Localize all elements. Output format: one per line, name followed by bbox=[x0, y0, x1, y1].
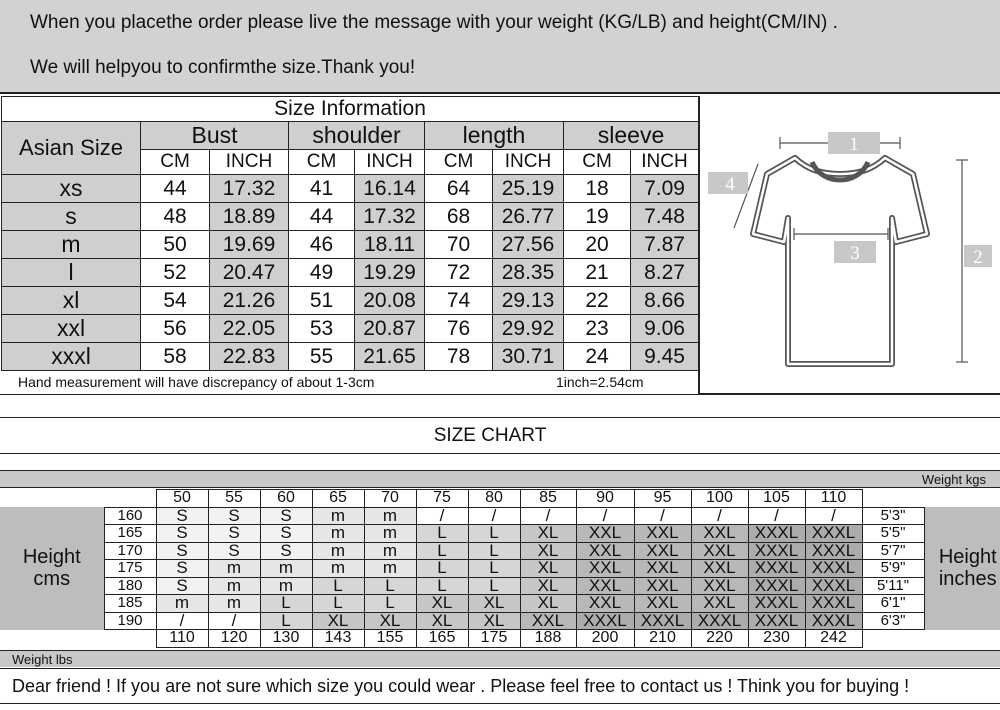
measurement-value: 30.71 bbox=[493, 343, 564, 371]
weight-kg-value: 95 bbox=[634, 490, 691, 508]
size-recommendation: S bbox=[156, 577, 208, 595]
weight-kg-value: 110 bbox=[805, 490, 862, 508]
size-recommendation: m bbox=[260, 560, 312, 578]
size-recommendation: XXL bbox=[576, 577, 634, 595]
measurement-value: 24 bbox=[564, 343, 631, 371]
diagram-label-1: 1 bbox=[849, 134, 859, 155]
measurement-value: 7.09 bbox=[631, 175, 699, 203]
unit-header: INCH bbox=[210, 150, 289, 175]
size-recommendation: XXXL bbox=[634, 612, 691, 630]
size-recommendation: / bbox=[156, 612, 208, 630]
size-recommendation: m bbox=[364, 560, 416, 578]
measurement-value: 7.87 bbox=[631, 231, 699, 259]
size-name: xxl bbox=[2, 315, 141, 343]
measurement-value: 64 bbox=[425, 175, 493, 203]
size-recommendation: S bbox=[260, 525, 312, 543]
unit-header: INCH bbox=[493, 150, 564, 175]
size-recommendation: XXL bbox=[576, 560, 634, 578]
size-recommendation: L bbox=[468, 577, 520, 595]
size-recommendation: L bbox=[260, 595, 312, 613]
size-recommendation: XXL bbox=[634, 525, 691, 543]
weight-kgs-label: Weight kgs bbox=[921, 472, 986, 487]
measurement-value: 29.92 bbox=[493, 315, 564, 343]
measurement-value: 50 bbox=[141, 231, 210, 259]
corner-cell bbox=[0, 490, 156, 508]
size-recommendation: XL bbox=[520, 577, 576, 595]
size-recommendation: XXL bbox=[634, 542, 691, 560]
weight-lbs-value: 188 bbox=[520, 630, 576, 648]
tshirt-icon bbox=[700, 96, 1000, 392]
size-recommendation: XXXL bbox=[576, 612, 634, 630]
size-recommendation: XXXL bbox=[748, 612, 805, 630]
size-recommendation: m bbox=[312, 507, 364, 525]
size-recommendation: / bbox=[748, 507, 805, 525]
size-name: l bbox=[2, 259, 141, 287]
height-cm-value: 165 bbox=[104, 525, 156, 543]
size-row bbox=[2, 315, 699, 343]
size-recommendation: XXL bbox=[691, 525, 748, 543]
measurement-value: 68 bbox=[425, 203, 493, 231]
size-recommendation: S bbox=[156, 560, 208, 578]
size-recommendation: XXL bbox=[691, 542, 748, 560]
size-chart-table bbox=[0, 489, 1000, 648]
measurement-value: 20.08 bbox=[355, 287, 425, 315]
size-recommendation: S bbox=[260, 542, 312, 560]
diagram-label-3: 3 bbox=[850, 243, 860, 264]
size-name: xs bbox=[2, 175, 141, 203]
conversion-note: 1inch=2.54cm bbox=[556, 374, 644, 390]
height-row bbox=[0, 542, 1000, 560]
height-inches-value: 5'9" bbox=[862, 560, 924, 578]
size-row bbox=[2, 175, 699, 203]
size-recommendation: XXXL bbox=[805, 577, 862, 595]
measurement-value: 8.66 bbox=[631, 287, 699, 315]
size-recommendation: XXXL bbox=[805, 542, 862, 560]
weight-kg-value: 100 bbox=[691, 490, 748, 508]
size-recommendation: / bbox=[691, 507, 748, 525]
weight-kg-value: 65 bbox=[312, 490, 364, 508]
size-chart-title: SIZE CHART bbox=[433, 425, 547, 446]
measurement-value: 22.05 bbox=[210, 315, 289, 343]
size-recommendation: XL bbox=[416, 612, 468, 630]
size-recommendation: XXXL bbox=[805, 595, 862, 613]
measurement-value: 48 bbox=[141, 203, 210, 231]
size-recommendation: XL bbox=[520, 595, 576, 613]
divider bbox=[0, 417, 1000, 418]
measurement-value: 72 bbox=[425, 259, 493, 287]
size-recommendation: XL bbox=[364, 612, 416, 630]
size-recommendation: S bbox=[208, 507, 260, 525]
height-inches-label bbox=[924, 507, 1000, 630]
height-cm-value: 180 bbox=[104, 577, 156, 595]
size-recommendation: XXXL bbox=[691, 612, 748, 630]
weight-lbs-value: 230 bbox=[748, 630, 805, 648]
size-recommendation: m bbox=[312, 542, 364, 560]
weight-lbs-value: 175 bbox=[468, 630, 520, 648]
height-inches-unit: inches bbox=[938, 568, 997, 591]
height-cms-unit: cms bbox=[33, 568, 71, 591]
measurement-value: 21 bbox=[564, 259, 631, 287]
unit-header: CM bbox=[564, 150, 631, 175]
measurement-value: 18.89 bbox=[210, 203, 289, 231]
measurement-value: 53 bbox=[289, 315, 355, 343]
size-recommendation: S bbox=[208, 525, 260, 543]
weight-lbs-value: 242 bbox=[805, 630, 862, 648]
measurement-value: 78 bbox=[425, 343, 493, 371]
measure-group-header: sleeve bbox=[564, 122, 699, 150]
size-recommendation: L bbox=[312, 577, 364, 595]
weight-lbs-value: 200 bbox=[576, 630, 634, 648]
size-recommendation: m bbox=[208, 595, 260, 613]
measurement-value: 7.48 bbox=[631, 203, 699, 231]
size-recommendation: XL bbox=[520, 525, 576, 543]
height-cm-value: 185 bbox=[104, 595, 156, 613]
height-row bbox=[0, 507, 1000, 525]
measurement-value: 23 bbox=[564, 315, 631, 343]
measurement-value: 9.45 bbox=[631, 343, 699, 371]
measurement-note: Hand measurement will have discrepancy of about 1-3cm bbox=[18, 374, 375, 390]
measurement-value: 29.13 bbox=[493, 287, 564, 315]
instruction-banner bbox=[0, 0, 1000, 94]
size-recommendation: XL bbox=[468, 595, 520, 613]
weight-kg-value: 60 bbox=[260, 490, 312, 508]
size-row bbox=[2, 231, 699, 259]
size-recommendation: XXL bbox=[576, 542, 634, 560]
height-row bbox=[0, 525, 1000, 543]
footer-text: Dear friend ! If you are not sure which size you could wear . Please feel free to contact us ! Think you for buying ! bbox=[12, 676, 910, 696]
size-recommendation: L bbox=[416, 542, 468, 560]
size-name: xl bbox=[2, 287, 141, 315]
height-cm-value: 160 bbox=[104, 507, 156, 525]
unit-header: INCH bbox=[631, 150, 699, 175]
size-row bbox=[2, 259, 699, 287]
size-recommendation: XXXL bbox=[805, 525, 862, 543]
size-row bbox=[2, 203, 699, 231]
measurement-value: 74 bbox=[425, 287, 493, 315]
size-recommendation: / bbox=[468, 507, 520, 525]
height-cms-label bbox=[0, 507, 104, 630]
measurement-value: 70 bbox=[425, 231, 493, 259]
measurement-value: 18.11 bbox=[355, 231, 425, 259]
size-recommendation: L bbox=[312, 595, 364, 613]
measurement-value: 46 bbox=[289, 231, 355, 259]
measurement-value: 17.32 bbox=[355, 203, 425, 231]
height-cm-value: 170 bbox=[104, 542, 156, 560]
size-recommendation: L bbox=[364, 595, 416, 613]
size-recommendation: / bbox=[576, 507, 634, 525]
weight-lbs-bar bbox=[0, 650, 1000, 667]
size-recommendation: / bbox=[208, 612, 260, 630]
size-information-title: Size Information bbox=[2, 97, 699, 122]
measurement-value: 56 bbox=[141, 315, 210, 343]
measurement-value: 28.35 bbox=[493, 259, 564, 287]
size-recommendation: XXL bbox=[634, 560, 691, 578]
size-recommendation: XXXL bbox=[748, 577, 805, 595]
measure-group-header: Bust bbox=[141, 122, 289, 150]
height-inches-value: 6'3" bbox=[862, 612, 924, 630]
measurement-value: 19 bbox=[564, 203, 631, 231]
size-recommendation: m bbox=[364, 525, 416, 543]
size-recommendation: / bbox=[520, 507, 576, 525]
size-recommendation: XXL bbox=[691, 577, 748, 595]
weight-lbs-value: 220 bbox=[691, 630, 748, 648]
measurement-value: 9.06 bbox=[631, 315, 699, 343]
size-recommendation: L bbox=[468, 560, 520, 578]
weight-kg-value: 70 bbox=[364, 490, 416, 508]
measurement-value: 44 bbox=[141, 175, 210, 203]
weight-kg-row bbox=[0, 490, 1000, 508]
measurement-value: 8.27 bbox=[631, 259, 699, 287]
measurement-value: 52 bbox=[141, 259, 210, 287]
measurement-value: 19.29 bbox=[355, 259, 425, 287]
size-recommendation: XXXL bbox=[748, 542, 805, 560]
size-recommendation: XXL bbox=[634, 577, 691, 595]
size-recommendation: XL bbox=[520, 542, 576, 560]
size-recommendation: XXL bbox=[520, 612, 576, 630]
size-recommendation: XXXL bbox=[748, 560, 805, 578]
measurement-value: 21.65 bbox=[355, 343, 425, 371]
height-row bbox=[0, 612, 1000, 630]
size-recommendation: m bbox=[312, 525, 364, 543]
weight-lbs-value: 155 bbox=[364, 630, 416, 648]
measurement-value: 20.47 bbox=[210, 259, 289, 287]
height-row bbox=[0, 560, 1000, 578]
size-recommendation: XXL bbox=[691, 595, 748, 613]
size-recommendation: XXXL bbox=[805, 560, 862, 578]
size-recommendation: L bbox=[416, 577, 468, 595]
weight-lbs-value: 210 bbox=[634, 630, 691, 648]
measurement-value: 51 bbox=[289, 287, 355, 315]
size-recommendation: XL bbox=[312, 612, 364, 630]
size-recommendation: m bbox=[156, 595, 208, 613]
weight-lbs-value: 110 bbox=[156, 630, 208, 648]
size-recommendation: L bbox=[260, 612, 312, 630]
size-recommendation: S bbox=[156, 525, 208, 543]
size-recommendation: XXL bbox=[691, 560, 748, 578]
instruction-line-2: We will helpyou to confirmthe size.Thank you! bbox=[30, 57, 416, 78]
size-recommendation: / bbox=[416, 507, 468, 525]
divider bbox=[0, 394, 1000, 395]
size-recommendation: XL bbox=[416, 595, 468, 613]
measure-group-header: shoulder bbox=[289, 122, 425, 150]
measurement-value: 20 bbox=[564, 231, 631, 259]
measurement-value: 41 bbox=[289, 175, 355, 203]
weight-lbs-value: 120 bbox=[208, 630, 260, 648]
size-recommendation: L bbox=[468, 542, 520, 560]
diagram-label-2: 2 bbox=[973, 247, 983, 268]
weight-kg-value: 50 bbox=[156, 490, 208, 508]
size-name: m bbox=[2, 231, 141, 259]
size-recommendation: L bbox=[416, 560, 468, 578]
height-cm-value: 175 bbox=[104, 560, 156, 578]
height-inches-value: 6'1" bbox=[862, 595, 924, 613]
height-cm-value: 190 bbox=[104, 612, 156, 630]
measurement-value: 76 bbox=[425, 315, 493, 343]
size-recommendation: XXL bbox=[576, 595, 634, 613]
unit-header: CM bbox=[141, 150, 210, 175]
corner-cell bbox=[862, 630, 1000, 648]
size-recommendation: XL bbox=[520, 560, 576, 578]
measurement-value: 17.32 bbox=[210, 175, 289, 203]
height-inches-value: 5'7" bbox=[862, 542, 924, 560]
tshirt-diagram bbox=[698, 96, 1000, 394]
measurement-value: 49 bbox=[289, 259, 355, 287]
measurement-value: 44 bbox=[289, 203, 355, 231]
size-recommendation: XXXL bbox=[805, 612, 862, 630]
size-recommendation: XXXL bbox=[748, 595, 805, 613]
measurement-value: 16.14 bbox=[355, 175, 425, 203]
weight-kg-value: 105 bbox=[748, 490, 805, 508]
measurement-value: 26.77 bbox=[493, 203, 564, 231]
unit-header: CM bbox=[425, 150, 493, 175]
weight-kgs-bar bbox=[0, 470, 1000, 488]
measurement-value: 54 bbox=[141, 287, 210, 315]
asian-size-header: Asian Size bbox=[2, 122, 141, 175]
measurement-value: 22.83 bbox=[210, 343, 289, 371]
instruction-line-1: When you placethe order please live the message with your weight (KG/LB) and height(CM/IN) . bbox=[30, 12, 838, 33]
size-recommendation: m bbox=[208, 577, 260, 595]
measurement-value: 58 bbox=[141, 343, 210, 371]
corner-cell bbox=[0, 630, 156, 648]
size-recommendation: S bbox=[156, 507, 208, 525]
size-recommendation: S bbox=[260, 507, 312, 525]
measurement-value: 19.69 bbox=[210, 231, 289, 259]
footer-message bbox=[0, 668, 1000, 704]
measurement-value: 20.87 bbox=[355, 315, 425, 343]
unit-header: CM bbox=[289, 150, 355, 175]
size-row bbox=[2, 343, 699, 371]
weight-lbs-row bbox=[0, 630, 1000, 648]
height-inches-value: 5'11" bbox=[862, 577, 924, 595]
height-row bbox=[0, 577, 1000, 595]
size-name: xxxl bbox=[2, 343, 141, 371]
size-recommendation: S bbox=[208, 542, 260, 560]
measurement-value: 21.26 bbox=[210, 287, 289, 315]
weight-kg-value: 75 bbox=[416, 490, 468, 508]
size-recommendation: m bbox=[364, 542, 416, 560]
diagram-label-4: 4 bbox=[725, 174, 735, 195]
corner-cell bbox=[862, 490, 1000, 508]
size-row bbox=[2, 287, 699, 315]
size-recommendation: L bbox=[468, 525, 520, 543]
size-recommendation: L bbox=[416, 525, 468, 543]
size-recommendation: m bbox=[208, 560, 260, 578]
unit-header: INCH bbox=[355, 150, 425, 175]
measurement-value: 27.56 bbox=[493, 231, 564, 259]
measurement-value: 55 bbox=[289, 343, 355, 371]
size-name: s bbox=[2, 203, 141, 231]
height-row bbox=[0, 595, 1000, 613]
weight-lbs-value: 143 bbox=[312, 630, 364, 648]
weight-lbs-value: 130 bbox=[260, 630, 312, 648]
divider bbox=[0, 453, 1000, 454]
weight-kg-value: 90 bbox=[576, 490, 634, 508]
size-recommendation: XXXL bbox=[748, 525, 805, 543]
weight-lbs-label: Weight lbs bbox=[12, 652, 73, 667]
size-recommendation: XXL bbox=[576, 525, 634, 543]
height-inches-word: Height bbox=[938, 546, 997, 569]
size-information-table bbox=[1, 96, 699, 371]
weight-kg-value: 55 bbox=[208, 490, 260, 508]
measurement-value: 18 bbox=[564, 175, 631, 203]
measurement-value: 25.19 bbox=[493, 175, 564, 203]
measure-group-header: length bbox=[425, 122, 564, 150]
weight-kg-value: 80 bbox=[468, 490, 520, 508]
size-recommendation: m bbox=[260, 577, 312, 595]
measurement-value: 22 bbox=[564, 287, 631, 315]
weight-kg-value: 85 bbox=[520, 490, 576, 508]
height-inches-value: 5'3" bbox=[862, 507, 924, 525]
size-recommendation: / bbox=[805, 507, 862, 525]
height-inches-value: 5'5" bbox=[862, 525, 924, 543]
size-recommendation: m bbox=[364, 507, 416, 525]
size-recommendation: / bbox=[634, 507, 691, 525]
size-recommendation: S bbox=[156, 542, 208, 560]
size-recommendation: XL bbox=[468, 612, 520, 630]
size-recommendation: m bbox=[312, 560, 364, 578]
weight-lbs-value: 165 bbox=[416, 630, 468, 648]
size-recommendation: L bbox=[364, 577, 416, 595]
height-cms-word: Height bbox=[22, 546, 81, 569]
size-recommendation: XXL bbox=[634, 595, 691, 613]
